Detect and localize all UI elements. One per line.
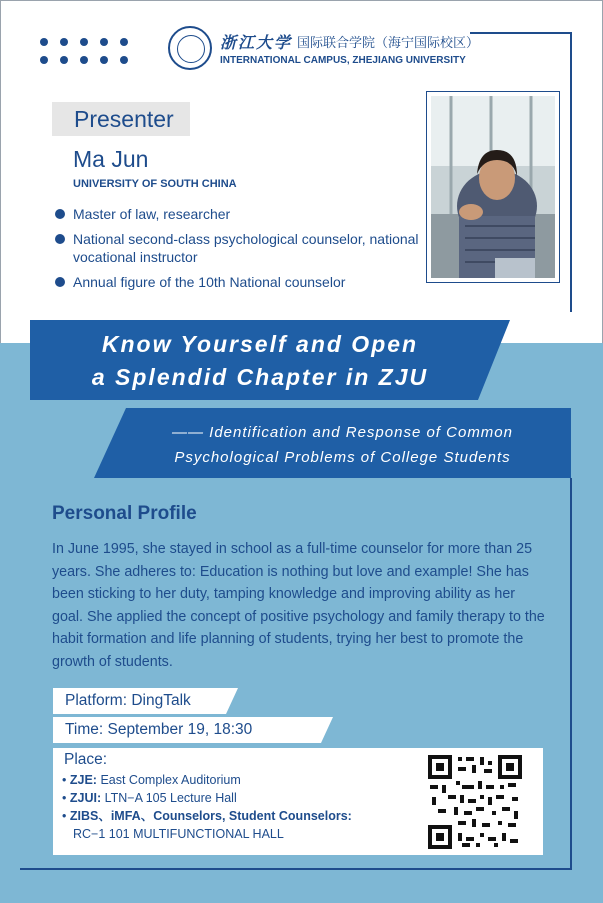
presenter-photo — [426, 91, 560, 283]
place-item: • ZJUI: LTN−A 105 Lecture Hall — [62, 791, 237, 805]
qr-code-icon[interactable] — [428, 755, 522, 849]
qualification-item: Master of law, researcher — [55, 205, 435, 223]
corner-line — [570, 478, 572, 870]
place-campus: ZJUI: — [69, 791, 102, 805]
platform-chip — [53, 688, 238, 714]
event-subtitle-line: Psychological Problems of College Students — [174, 449, 511, 466]
place-list — [62, 771, 402, 843]
time-label: Time: September 19, 18:30 — [65, 721, 253, 738]
place-item: • ZJE: East Complex Auditorium — [62, 773, 241, 787]
corner-line — [20, 868, 572, 870]
event-title-line: a Splendid Chapter in ZJU — [91, 364, 429, 390]
college-name-cn: 国际联合学院（海宁国际校区） — [297, 35, 480, 50]
qualification-item: Annual figure of the 10th National counselor — [55, 273, 435, 291]
presenter-name: Ma Jun — [73, 146, 149, 172]
event-subtitle — [130, 420, 555, 470]
corner-line — [470, 32, 572, 34]
profile-heading: Personal Profile — [52, 503, 197, 524]
place-item: • ZIBS、iMFA、Counselors, Student Counselors: — [62, 809, 352, 823]
profile-text: In June 1995, she stayed in school as a full-time counselor for more than 25 years. She adheres to: Education is nothing but love and example! She has been sticking to her duty, tamping knowledge and improving ability as her goal. She applied the concept of positive psychology and family therapy to the habit formation and life planning of students, trying her best to promote the growth of students. — [52, 541, 545, 670]
presenter-tag: Presenter — [52, 102, 190, 136]
time-chip — [53, 717, 333, 743]
place-venue: East Complex Auditorium — [100, 773, 241, 787]
place-campus: ZJE: — [69, 773, 97, 787]
platform-label: Platform: DingTalk — [65, 692, 191, 709]
event-title — [40, 328, 480, 394]
qualification-item: National second-class psychological counselor, national vocational instructor — [55, 230, 435, 266]
place-venue: LTN−A 105 Lecture Hall — [104, 791, 237, 805]
place-item: RC−1 101 MULTIFUNCTIONAL HALL — [73, 827, 284, 841]
qualification-list — [55, 205, 435, 298]
place-label: Place: — [64, 751, 108, 768]
event-subtitle-line: —— Identification and Response of Common — [172, 424, 513, 441]
university-seal-icon — [168, 26, 212, 70]
corner-line — [570, 32, 572, 312]
place-campus: ZIBS、iMFA、Counselors, Student Counselors: — [69, 809, 352, 823]
event-title-line: Know Yourself and Open — [101, 331, 419, 357]
university-name-cn: 浙江大学 — [220, 33, 293, 52]
presenter-affiliation: UNIVERSITY OF SOUTH CHINA — [73, 178, 237, 190]
college-name-en: INTERNATIONAL CAMPUS, ZHEJIANG UNIVERSITY — [220, 55, 466, 66]
